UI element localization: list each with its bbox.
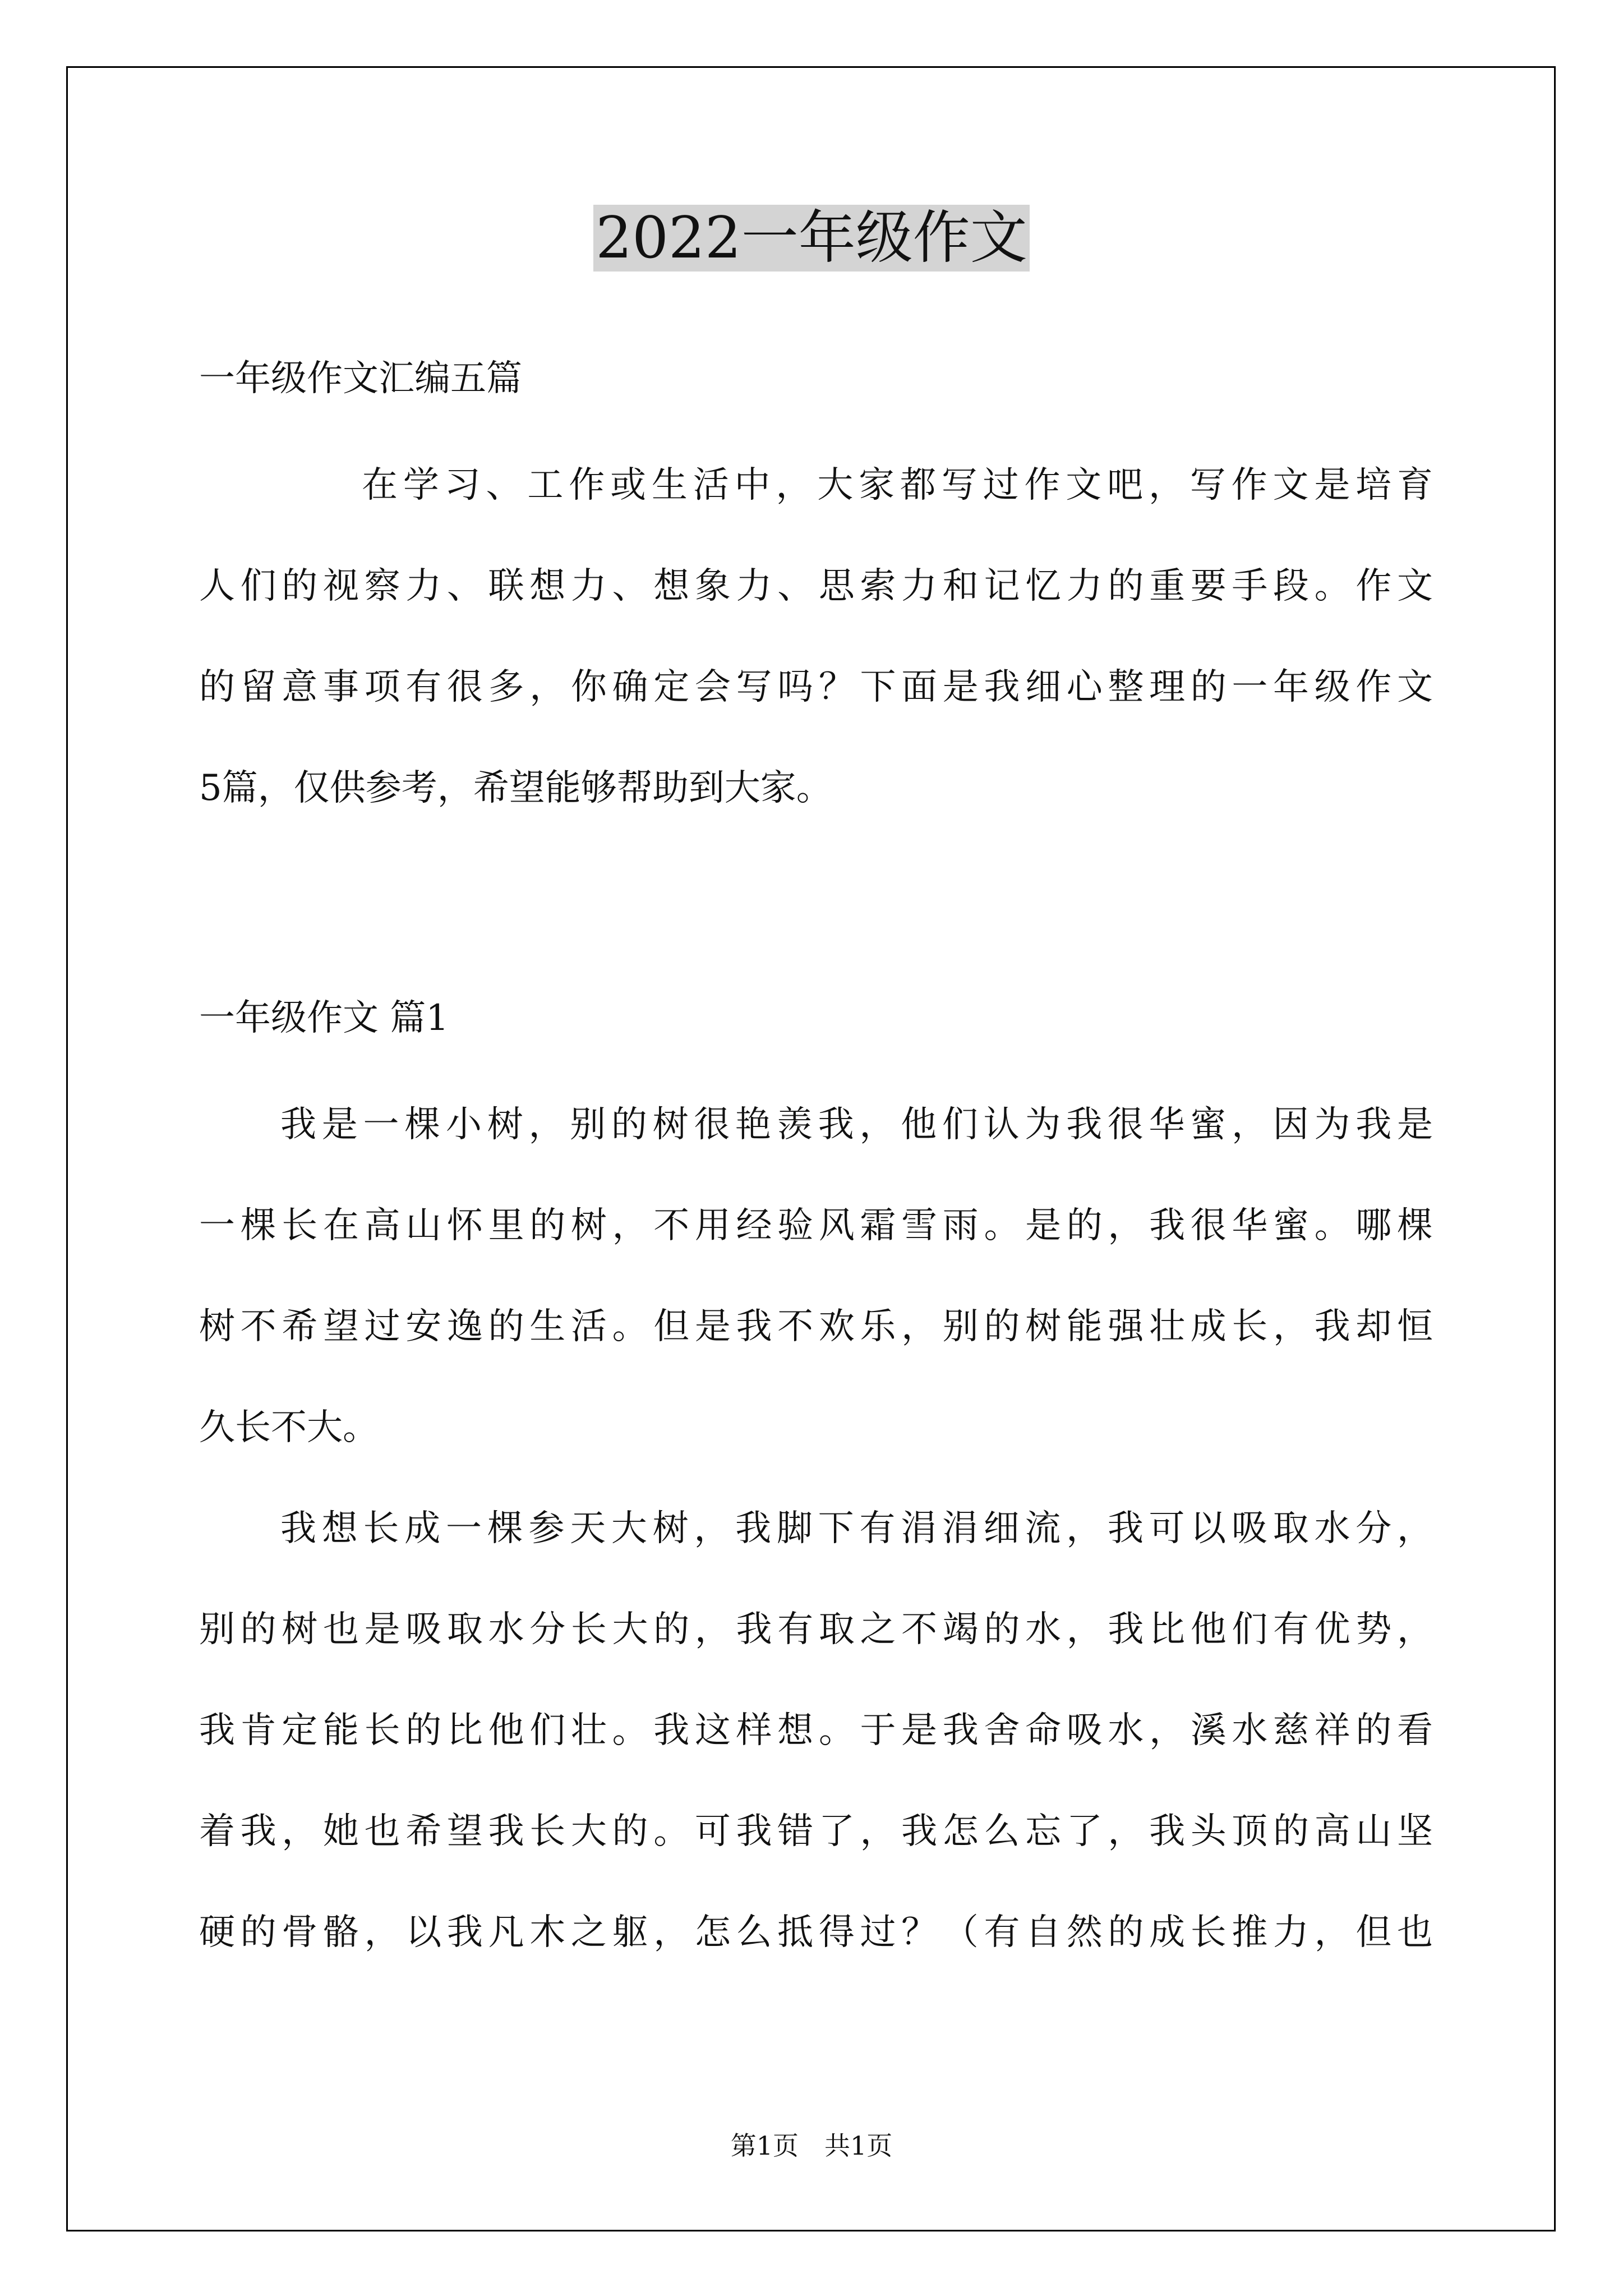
para1-line-2: 一棵长在高山怀里的树，不用经验风霜雪雨。是的，我很华蜜。哪棵 <box>199 1205 1433 1246</box>
document-title-text: 2022一年级作文 <box>593 205 1030 272</box>
para1-line-3: 树不希望过安逸的生活。但是我不欢乐，别的树能强壮成长，我却恒 <box>199 1306 1433 1347</box>
para2-line-3: 我肯定能长的比他们壮。我这样想。于是我舍命吸水，溪水慈祥的看 <box>199 1710 1433 1751</box>
para1-line-4: 久长不大。 <box>199 1407 379 1448</box>
para2-line-1: 我想长成一棵参天大树，我脚下有涓涓细流，我可以吸取水分， <box>280 1508 1433 1549</box>
page-number-footer: 第1页 共1页 <box>730 2131 893 2161</box>
para2-line-5: 硬的骨骼，以我凡木之躯，怎么抵得过？（有自然的成长推力，但也 <box>199 1912 1433 1953</box>
document-title <box>0 199 1623 278</box>
intro-line-1: 在学习、工作或生活中，大家都写过作文吧，写作文是培育 <box>362 464 1433 506</box>
intro-line-2: 人们的视察力、联想力、想象力、思索力和记忆力的重要手段。作文 <box>199 565 1433 607</box>
document-subtitle: 一年级作文汇编五篇 <box>199 358 522 399</box>
para2-line-2: 别的树也是吸取水分长大的，我有取之不竭的水，我比他们有优势， <box>199 1609 1433 1650</box>
section-heading: 一年级作文 篇1 <box>199 997 449 1039</box>
intro-line-4: 5篇，仅供参考，希望能够帮助到大家。 <box>199 767 832 809</box>
para1-line-1: 我是一棵小树，别的树很艳羡我，他们认为我很华蜜，因为我是 <box>280 1104 1433 1145</box>
para2-line-4: 着我，她也希望我长大的。可我错了，我怎么忘了，我头顶的高山坚 <box>199 1811 1433 1852</box>
intro-line-3: 的留意事项有很多，你确定会写吗？下面是我细心整理的一年级作文 <box>199 666 1433 708</box>
